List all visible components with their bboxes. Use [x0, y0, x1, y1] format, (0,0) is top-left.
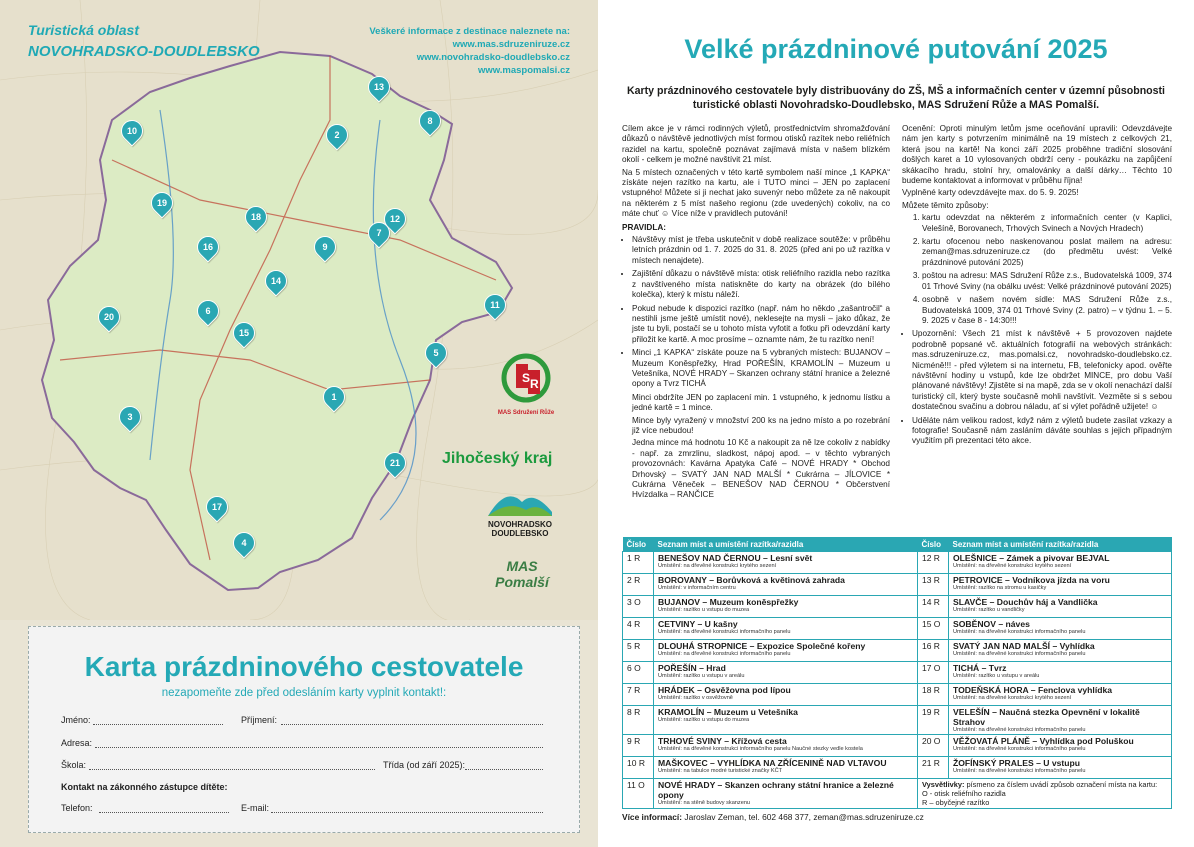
sites-table — [622, 537, 1172, 809]
site-number: 1 R — [623, 552, 654, 574]
site-name: NOVÉ HRADY – Skanzen ochrany státní hranice a železné opony — [658, 780, 894, 800]
footer-label: Více informací: — [622, 812, 683, 822]
site-cell — [654, 618, 918, 640]
right-panel — [598, 0, 1194, 847]
col-number: Číslo — [623, 537, 654, 552]
site-note: Umístění: na dřevěné konstrukci informačního panelu — [658, 651, 791, 657]
traveler-card — [28, 626, 580, 833]
site-cell — [654, 552, 918, 574]
surname-field[interactable] — [281, 716, 543, 725]
address-label: Adresa: — [61, 738, 93, 748]
svg-text:S: S — [522, 371, 531, 385]
footer-text: Jaroslav Zeman, tel. 602 468 377, zeman@mas.sdruzeniruze.cz — [684, 812, 924, 822]
site-cell — [948, 596, 1171, 618]
site-note: Umístění: na dřevěné konstrukci informačního panelu — [658, 629, 791, 635]
site-name: KRAMOLÍN – Muzeum u Vetešníka — [658, 707, 798, 717]
map-pin[interactable]: 17 — [201, 491, 232, 522]
site-cell — [948, 706, 1171, 735]
col-list: Seznam míst a umístění razítka/razidla — [654, 537, 918, 552]
map-pin[interactable]: 6 — [192, 295, 223, 326]
site-cell — [654, 574, 918, 596]
table-header-row — [623, 537, 1172, 552]
award-text: Ocenění: Oproti minulým letům jsme oceňování upravili: Odevzdávejte nám jen karty s potvrzením minimálně na 19 místech z celkových 21, která jsou na kartě! Na konci září 2025 proběhne tradiční slosování došlých karet a 10 vylosovaných obdrží ceny - poukázku na zapůjčení skákacího hradu, stolní hry, omalovánky a další dárky… Těchto 10 budeme kontaktovat a informovat v průběhu října! — [902, 124, 1172, 186]
site-name: HRÁDEK – Osvěžovna pod lípou — [658, 685, 791, 695]
mas-sdruzeni-ruze-logo — [494, 350, 558, 420]
site-note: Umístění: na tabulce modré turistické značky KČT — [658, 768, 783, 774]
name-field[interactable] — [93, 716, 223, 725]
link-novohradsko[interactable]: www.novohradsko-doudlebsko.cz — [416, 52, 570, 63]
rule-item: • Návštěvy míst je třeba uskutečnit v době realizace soutěže: v průběhu letních prázdnin od 1. 7. 2025 do 31. 8. 2025 (před ani po už razítka v místech nenajdete). — [632, 235, 890, 266]
site-name: CETVINY – U kašny — [658, 619, 738, 629]
email-field[interactable] — [271, 804, 543, 813]
legend-o: O - otisk reliéfního razidla — [921, 789, 1006, 798]
site-name: TODEŇSKÁ HORA – Fenclova vyhlídka — [952, 685, 1113, 695]
site-name: BOROVANY – Borůvková a květinová zahrada — [658, 575, 845, 585]
way-item: 1. kartu odevzdat na některém z informačních center (v Kaplici, Velešíně, Borovanech, Trhových Svinech a Nových Hradech) — [922, 213, 1172, 234]
site-number: 18 R — [917, 684, 948, 706]
rules-heading: PRAVIDLA: — [622, 222, 666, 232]
site-cell — [948, 618, 1171, 640]
map-pin[interactable]: 4 — [228, 527, 259, 558]
name-label: Jméno: — [61, 715, 91, 725]
ways-intro: Můžete těmito způsoby: — [902, 200, 989, 210]
card-subtitle: nezapomeňte zde před odesláním karty vyplnit kontakt!: — [161, 687, 447, 699]
link-mas-sdruzeniruze[interactable]: www.mas.sdruzeniruze.cz — [452, 39, 570, 50]
site-note: Umístění: na dřevěné konstrukci krytého sezení — [952, 563, 1072, 569]
way-item: 3. poštou na adresu: MAS Sdružení Růže z.s., Budovatelská 1009, 374 01 Trhové Sviny (na obálku uvést: Velké prázdninové putování 2025) — [922, 271, 1172, 292]
site-note: Umístění: razítko u vstupu do muzea — [658, 717, 750, 723]
site-number: 14 R — [917, 596, 948, 618]
site-number: 16 R — [917, 640, 948, 662]
site-name: SLAVČE – Douchův háj a Vandlička — [952, 597, 1098, 607]
site-number: 3 O — [623, 596, 654, 618]
phone-label: Telefon: — [61, 803, 93, 813]
deadline-text: Vyplněné karty odevzdávejte max. do 5. 9. 2025! — [902, 188, 1079, 198]
svg-text:MAS Sdružení Růže: MAS Sdružení Růže — [497, 410, 555, 416]
region-title-line2: NOVOHRADSKO-DOUDLEBSKO — [28, 43, 260, 60]
site-cell — [654, 596, 918, 618]
address-field[interactable] — [95, 739, 543, 748]
guardian-contact-label: Kontakt na zákonného zástupce dítěte: — [61, 782, 228, 792]
page-title: Velké prázdninové putování 2025 — [684, 34, 1108, 64]
table-row — [623, 757, 1172, 779]
ways-list — [902, 213, 1172, 326]
site-name: SOBĚNOV – náves — [952, 619, 1030, 629]
legend-text: písmeno za číslem uvádí způsob označení místa na kartu: — [966, 780, 1158, 789]
site-note: Umístění: razítko v osvěžovně — [658, 695, 733, 701]
site-number: 9 R — [623, 735, 654, 757]
table-row — [623, 640, 1172, 662]
site-cell — [948, 684, 1171, 706]
site-name: VELEŠÍN – Naučná stezka Opevnění v lokalitě Strahov — [952, 707, 1140, 727]
site-cell — [948, 574, 1171, 596]
map-pin[interactable]: 20 — [93, 301, 124, 332]
card-title: Karta prázdninového cestovatele — [84, 651, 524, 682]
site-note: Umístění: na stěně budovy skanzenu — [658, 800, 751, 806]
rules-list — [622, 235, 890, 390]
coin-text: Na 5 místech označených v této kartě symbolem naší mince „1 KAPKA“ získáte nejen razítko na kartu, ale i TUTO minci – JEN po zaplacení vstupného! Můžete si ji nechat jako suvenýr nebo můžete za ně nakoupit na některém z 5 míst našeho regionu (zde uvedených) cokoliv, na co máte chuť ☺ Více níže v pravidlech putování! — [622, 167, 890, 219]
table-row — [623, 779, 1172, 809]
map-pin[interactable]: 13 — [363, 71, 394, 102]
site-cell — [948, 662, 1171, 684]
legend-r: R – obyčejné razítko — [921, 798, 990, 807]
novohradsko-doudlebsko-logo: NOVOHRADSKO DOUDLEBSKO — [486, 482, 554, 538]
legend-cell — [917, 779, 1171, 809]
email-label: E-mail: — [241, 803, 270, 813]
site-name: BUJANOV – Muzeum koněspřežky — [658, 597, 799, 607]
footer-contact — [622, 812, 924, 822]
site-note: Umístění: razítko u vstupu do muzea — [658, 607, 750, 613]
site-number: 20 O — [917, 735, 948, 757]
site-cell — [654, 706, 918, 735]
map-pin[interactable]: 1 — [318, 381, 349, 412]
map-pin[interactable]: 21 — [379, 447, 410, 478]
table-row — [623, 552, 1172, 574]
region-title — [28, 22, 260, 60]
site-cell — [948, 640, 1171, 662]
table-row — [623, 662, 1172, 684]
note-item: • Uděláte nám velikou radost, když nám z výletů budete zasílat vzkazy a fotografie! Současně nám zasláním dáváte souhlas s jejich případným využitím při prezentaci této akce. — [912, 416, 1172, 447]
map-pin[interactable]: 8 — [414, 105, 445, 136]
map-pin[interactable]: 11 — [479, 289, 510, 320]
surname-label: Příjmení: — [241, 715, 278, 725]
map-pin[interactable]: 15 — [228, 317, 259, 348]
award-column — [902, 124, 1172, 450]
map-pin[interactable]: 19 — [146, 187, 177, 218]
site-note: Umístění: na dřevěné konstrukci krytého sezení — [952, 695, 1072, 701]
site-number: 5 R — [623, 640, 654, 662]
notes-list — [902, 329, 1172, 446]
site-number: 17 O — [917, 662, 948, 684]
site-note: Umístění: na dřevěné konstrukci informačního panelu — [952, 629, 1086, 635]
site-name: SVATÝ JAN NAD MALŠÍ – Vyhlídka — [952, 641, 1095, 651]
class-field[interactable] — [465, 761, 543, 770]
col-list: Seznam míst a umístění razítka/razidla — [948, 537, 1171, 552]
site-cell — [948, 735, 1171, 757]
phone-field[interactable] — [99, 804, 229, 813]
region-title-line1: Turistická oblast — [28, 22, 140, 38]
table-row — [623, 596, 1172, 618]
table-row — [623, 706, 1172, 735]
region-label: Jihočeský kraj — [442, 450, 553, 467]
site-name: TICHÁ – Tvrz — [952, 663, 1007, 673]
site-number: 6 O — [623, 662, 654, 684]
site-number: 4 R — [623, 618, 654, 640]
site-name: VĚŽOVATÁ PLÁNĚ – Vyhlídka pod Poluškou — [952, 736, 1134, 746]
site-name: MAŠKOVEC – VYHLÍDKA NA ZŘÍCENINĚ NAD VLTAVOU — [658, 758, 887, 768]
note-item: • Upozornění: Všech 21 míst k návštěvě + 5 provozoven najdete podrobně popsané vč. aktuálních fotografií na webových stránkách: mas.sdruzeniruze.cz, mas.pomalsi.cz, novohradsko-doudlebsko.cz. Nicméně!!! - před výletem si na internetu, FB, telefonicky apod. ověřte návštěvní hodiny u vstupů, kde lze obdržet MINCE, pro dobu Vaší plánované návštěvy! Zjistěte si na mapě, zda se v okolí nenachází další turistický cíl, který byste současně mohli navštívit. Vezměte si s sebou dostatečnou svačinu a dobrou náladu, ať si výlet pořádně užijete! ☺ — [912, 329, 1172, 412]
map-pin[interactable]: 9 — [309, 231, 340, 262]
table-row — [623, 735, 1172, 757]
intro-text: Karty prázdninového cestovatele byly distribuovány do ZŠ, MŠ a informačních center v územní působnosti turistické oblasti Novohradsko-Doudlebsko, MAS Sdružení Růže a MAS Pomalší. — [626, 85, 1166, 111]
site-cell — [948, 552, 1171, 574]
site-number: 2 R — [623, 574, 654, 596]
site-note: Umístění: v informačním centru — [658, 585, 736, 591]
map-pin[interactable]: 16 — [192, 231, 223, 262]
site-name: ŽOFÍNSKÝ PRALES – U vstupu — [952, 758, 1080, 768]
site-number: 8 R — [623, 706, 654, 735]
coin-shops-text: Jedna mince má hodnotu 10 Kč a nakoupit za ně lze cokoliv z nabídky - např. za zmrzlinu, sladkost, nápoj apod. – v těchto vybraných provozovnách: Kavárna Apatyka Café – NOVÉ HRADY * Obchod Drhovský – SVATÝ JAN NAD MALŠÍ * Cukrárna – JÍLOVICE * Cukrárna Věneček – BENEŠOV NAD ČERNOU * Občerstvení Hvízdalka – RANČICE — [632, 438, 890, 500]
site-number: 21 R — [917, 757, 948, 779]
table-row — [623, 684, 1172, 706]
col-number: Číslo — [917, 537, 948, 552]
map-pin[interactable]: 12 — [379, 203, 410, 234]
site-number: 11 O — [623, 779, 654, 809]
site-note: Umístění: na dřevěné konstrukci informačního panelu — [952, 746, 1086, 752]
way-item: 2. kartu ofocenou nebo naskenovanou poslat mailem na adresu: zeman@mas.sdruzeniruze.cz (do předmětu uvést: Velké prázdninové putování 2025) — [922, 237, 1172, 268]
site-note: Umístění: razítko na stromu u kasičky — [952, 585, 1047, 591]
map-pin[interactable]: 18 — [240, 201, 271, 232]
site-name: PETROVICE – Vodníkova jízda na voru — [952, 575, 1110, 585]
site-note: Umístění: na dřevěné konstrukci informačního panelu Naučné stezky vedle kostela — [658, 746, 863, 752]
table-row — [623, 618, 1172, 640]
site-cell — [654, 684, 918, 706]
rule-item: • Minci „1 KAPKA“ získáte pouze na 5 vybraných místech: BUJANOV – Muzeum Koněspřežky, Hrad POŘEŠÍN, KRAMOLÍN – Muzeum u Vetešníka, NOVÉ HRADY – Skanzen ochrany státní hranice a železné opony a Tvrz TICHÁ — [632, 348, 890, 390]
class-label: Třída (od září 2025): — [383, 760, 466, 770]
site-number: 13 R — [917, 574, 948, 596]
site-cell — [654, 735, 918, 757]
site-cell — [654, 640, 918, 662]
map-pin[interactable]: 5 — [420, 337, 451, 368]
sites-body — [623, 552, 1172, 809]
site-note: Umístění: na dřevěné konstrukci informačního panelu — [952, 727, 1086, 733]
site-name: POŘEŠÍN – Hrad — [658, 663, 726, 673]
table-row — [623, 574, 1172, 596]
info-heading: Veškeré informace z destinace naleznete na: — [369, 26, 570, 37]
rules-column — [622, 124, 890, 503]
rule-item: • Pokud nebude k dispozici razítko (např. nám ho někdo „zašantročil“ a nestihli jsme ještě umístit nové), neklesejte na mysli – jako důkaz, že jste tu byli, postačí se u tohoto místa vyfotit a fotku při odevzdání karty přiložit ke kartě. A moc prosíme – oznamte nám, že tu razítko není! — [632, 304, 890, 346]
legend-title: Vysvětlivky: — [921, 780, 965, 789]
site-name: DLOUHÁ STROPNICE – Expozice Společné kořeny — [658, 641, 866, 651]
coin-payment-text: Minci obdržíte JEN po zaplacení min. 1 vstupného, k jednomu lístku a jedné kartě = 1 mince. — [632, 392, 890, 413]
site-cell — [654, 757, 918, 779]
site-number: 19 R — [917, 706, 948, 735]
map-pin[interactable]: 2 — [321, 119, 352, 150]
site-note: Umístění: na dřevěné konstrukci krytého sezení — [658, 563, 777, 569]
map-pin[interactable]: 10 — [116, 115, 147, 146]
site-note: Umístění: razítko u vstupu v areálu — [952, 673, 1040, 679]
site-note: Umístění: na dřevěné konstrukci informačního panelu — [952, 651, 1086, 657]
map-pin[interactable]: 3 — [114, 401, 145, 432]
site-cell — [948, 757, 1171, 779]
site-note: Umístění: razítko u vandličky — [952, 607, 1025, 613]
map-pin[interactable]: 7 — [363, 217, 394, 248]
rule-item: • Zajištění důkazu o návštěvě místa: otisk reliéfního razidla nebo razítka z navštíveného místa natiskněte do karty na obrázek (do bílého kolečka), který k místu náleží. — [632, 269, 890, 300]
site-note: Umístění: na dřevěné konstrukci informačního panelu — [952, 768, 1086, 774]
school-field[interactable] — [89, 761, 375, 770]
site-note: Umístění: razítko u vstupu v areálu — [658, 673, 745, 679]
site-name: OLEŠNICE – Zámek a pivovar BEJVAL — [952, 553, 1110, 563]
info-links — [369, 25, 570, 77]
coin-amount-text: Mince byly vyražený v množství 200 ks na jedno místo a po rozebrání již více nebudou! — [632, 415, 890, 435]
link-maspomalsi[interactable]: www.maspomalsi.cz — [477, 65, 570, 76]
site-cell — [654, 779, 918, 809]
school-label: Škola: — [61, 760, 87, 770]
mas-pomalsi-logo: MAS Pomalší — [495, 558, 549, 590]
site-number: 15 O — [917, 618, 948, 640]
svg-text:R: R — [530, 377, 539, 391]
map-pin[interactable]: 14 — [260, 265, 291, 296]
site-name: BENEŠOV NAD ČERNOU – Lesní svět — [658, 553, 813, 563]
site-number: 7 R — [623, 684, 654, 706]
way-item: 4. osobně v našem novém sídle: MAS Sdružení Růže z.s., Budovatelská 1009, 374 01 Trhové Sviny (2. patro) – v týdnu 1. – 5. 9. 2025 v čase 8 - 14:30!!! — [922, 295, 1172, 326]
site-cell — [654, 662, 918, 684]
hills-icon — [486, 482, 554, 518]
site-number: 12 R — [917, 552, 948, 574]
site-name: TRHOVÉ SVINY – Křížová cesta — [658, 736, 787, 746]
goal-text: Cílem akce je v rámci rodinných výletů, prostřednictvím shromažďování důkazů o návštěvě jednotlivých míst formou otisků razítek nebo reliéfních razidel na kartu, společně poznávat zajímavá místa v našem blízkém okolí - celkem je možné navštívit 21 míst. — [622, 124, 890, 165]
site-number: 10 R — [623, 757, 654, 779]
